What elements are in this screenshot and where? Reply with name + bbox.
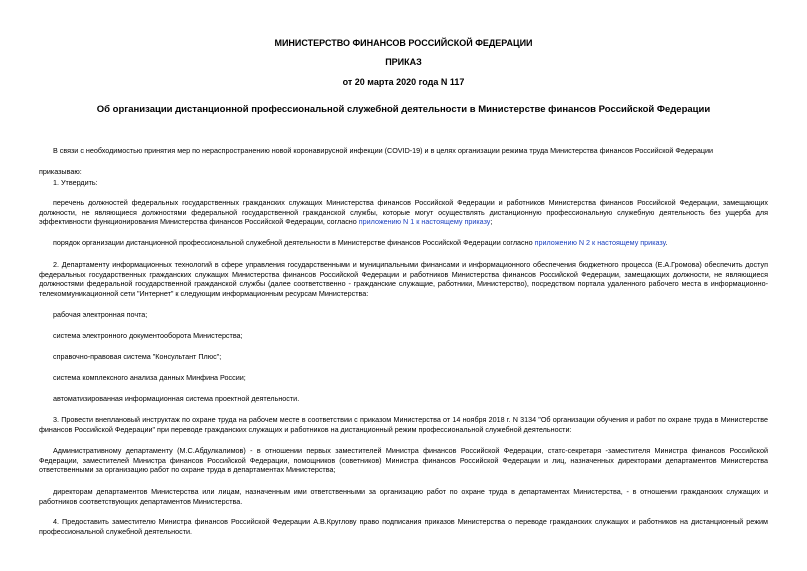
ministry-heading: МИНИСТЕРСТВО ФИНАНСОВ РОССИЙСКОЙ ФЕДЕРАЦИИ: [274, 38, 533, 48]
appendix-2-link[interactable]: приложению N 2 к настоящему приказу: [534, 238, 666, 247]
item-2-paragraph: 2. Департаменту информационных технологий в сфере управления государственными и муниципальными финансами и информационного обеспечения бюджетного процесса (Е.А.Громова) обеспечить доступ федеральных государственных гражданских служащих Министерства финансов Российской Федерации и работников Министерства финансов Российской Федерации, замещающих должности, не являющиеся должностями федеральной государственной гражданской службы (далее соответственно - гражданские служащие, работники, Министерство), посредством портала удаленного рабочего места в информационно-телекоммуникационной сети "Интернет" к следующим информационным ресурсам Министерства:: [39, 260, 768, 298]
list-1-text: перечень должностей федеральных государственных гражданских служащих Министерства финансов Российской Федерации и работников Министерства финансов Российской Федерации, замещающих должности, не являющиеся должностями федеральной государственной гражданской службы, которые могут осуществлять дистанционную профессиональную служебную деятельность без ущерба для эффективности функционирования Министерства финансов Российской Федерации, согласно: [39, 198, 768, 227]
date-number-heading: от 20 марта 2020 года N 117: [342, 77, 465, 87]
resource-item-analytics: система комплексного анализа данных Минфина России;: [53, 373, 246, 382]
prikazyvayu-text: приказываю:: [39, 167, 82, 176]
doc-type-heading: ПРИКАЗ: [385, 57, 422, 67]
document-title: Об организации дистанционной профессиональной служебной деятельности в Министерстве финансов Российской Федерации: [96, 104, 711, 115]
list-2-text: порядок организации дистанционной профессиональной служебной деятельности в Министерстве финансов Российской Федерации согласно: [53, 238, 535, 247]
list-1-end: ;: [490, 217, 493, 227]
list-2-end: .: [665, 238, 668, 247]
item-4-paragraph: 4. Предоставить заместителю Министра финансов Российской Федерации А.В.Круглову право подписания приказов Министерства о переводе гражданских служащих и работников на дистанционный режим профессиональной служебной деятельности.: [39, 517, 768, 536]
item-3-paragraph: 3. Провести внеплановый инструктаж по охране труда на рабочем месте в соответствии с приказом Министерства от 14 ноября 2018 г. N 3134 "Об организации обучения и работ по охране труда в Министерстве финансов Российской Федерации" при переводе гражданских служащих и работников на дистанционный режим профессиональной служебной деятельности:: [39, 415, 768, 434]
item-3b-paragraph: директорам департаментов Министерства или лицам, назначенным ими ответственными за организацию работ по охране труда в департаментах Министерства, - в отношении гражданских служащих и работников соответствующих департаментов Министерства.: [39, 487, 768, 506]
intro-paragraph: В связи с необходимостью принятия мер по нераспространению новой коронавирусной инфекции (COVID-19) и в целях организации режима труда Министерства финансов Российской Федерации: [53, 146, 714, 155]
list-1-paragraph: [39, 198, 768, 227]
resource-item-edms: система электронного документооборота Министерства;: [53, 331, 243, 340]
list-2-paragraph: [39, 238, 768, 248]
resource-item-consultant: справочно-правовая система "Консультант Плюс";: [53, 352, 222, 361]
appendix-1-link[interactable]: приложению N 1 к настоящему приказу: [358, 217, 491, 227]
item-3a-paragraph: Административному департаменту (М.С.Абдулкалимов) - в отношении первых заместителей Министра финансов Российской Федерации, статс-секретаря -заместителя Министра финансов Российской Федерации, заместителей Министра финансов Российской Федерации, помощников (советников) Министра финансов Российской Федерации и лиц, назначенных директорами департаментов Министерства ответственными за организацию работ по охране труда в департаментах Министерства;: [39, 446, 768, 475]
item-1-text: 1. Утвердить:: [53, 178, 98, 187]
resource-item-project-system: автоматизированная информационная система проектной деятельности.: [53, 394, 300, 403]
resource-item-mail: рабочая электронная почта;: [53, 310, 148, 319]
